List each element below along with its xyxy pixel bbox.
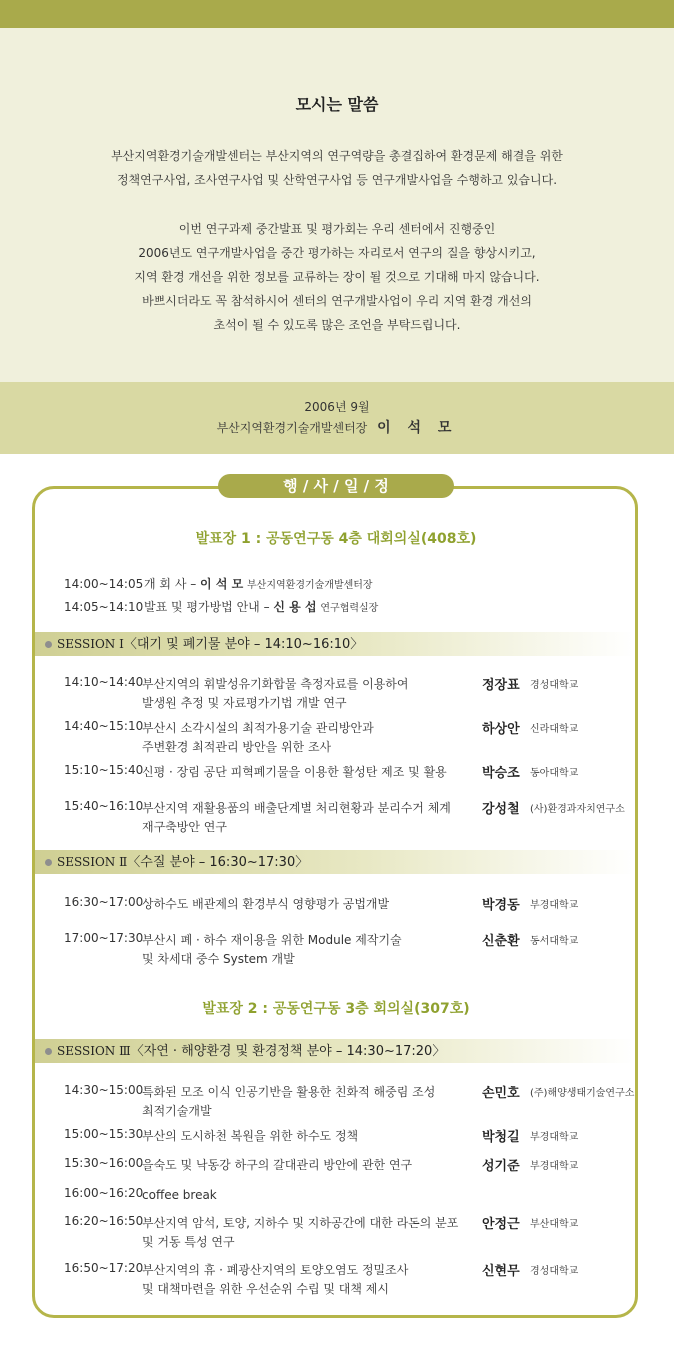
row-title-line: coffee break: [142, 1188, 217, 1202]
signature-block: [0, 382, 674, 454]
row-title: [142, 1214, 472, 1252]
presenter-name: 신현무: [482, 1264, 520, 1279]
opening-text: 발표 및 평가방법 안내 –: [144, 600, 274, 614]
row-title-line: 및 차세대 중수 System 개발: [142, 952, 295, 966]
presenter-name: 손민호: [482, 1086, 520, 1101]
presenter-org: 부산대학교: [530, 1219, 579, 1230]
session-1-header: [35, 632, 635, 656]
row-time: 14:30~15:00: [64, 1083, 144, 1097]
session-title: 〈대기 및 폐기물 분야 – 14:10~16:10〉: [123, 637, 364, 652]
opening-time: 14:00~14:05: [64, 577, 144, 591]
signature-org: 부산지역환경기술개발센터장: [216, 421, 368, 435]
venue-1-title: 발표장 1 : 공동연구동 4층 대회의실(408호): [195, 531, 477, 547]
row-title: [142, 763, 472, 782]
row-title-line: 신평 · 장림 공단 피혁폐기물을 이용한 활성탄 제조 및 활용: [142, 765, 447, 779]
row-title-line: 을숙도 및 낙동강 하구의 갈대관리 방안에 관한 연구: [142, 1158, 413, 1172]
row-title: [142, 719, 472, 757]
row-time: 15:30~16:00: [64, 1156, 144, 1170]
opening-time: 14:05~14:10: [64, 600, 144, 614]
session-label: SESSION Ⅱ: [57, 855, 128, 869]
row-title-line: 발생원 추정 및 자료평가기법 개발 연구: [142, 696, 347, 710]
bullet-icon: [45, 641, 52, 648]
row-title-line: 및 거동 특성 연구: [142, 1235, 235, 1249]
intro-line: 부산지역환경기술개발센터는 부산지역의 연구역량을 총결집하여 환경문제 해결을 위한: [111, 149, 563, 163]
session-label: SESSION Ⅰ: [57, 637, 124, 651]
row-title: [142, 799, 472, 837]
row-time: 16:50~17:20: [64, 1261, 144, 1275]
session-2-header: [35, 850, 635, 874]
row-title-line: 부산지역 암석, 토양, 지하수 및 지하공간에 대한 라돈의 분포: [142, 1216, 459, 1230]
session-3-header: [35, 1039, 635, 1063]
row-title: [142, 1261, 472, 1299]
row-title: [142, 1186, 472, 1205]
row-title: [142, 1156, 472, 1175]
presenter-org: 동아대학교: [530, 768, 579, 779]
row-time: 15:10~15:40: [64, 763, 144, 777]
presenter-org: 부경대학교: [530, 1161, 579, 1172]
presenter-org: (사)환경과자치연구소: [530, 804, 625, 815]
row-title-line: 주변환경 최적관리 방안을 위한 조사: [142, 740, 332, 754]
row-time: 16:30~17:00: [64, 895, 144, 909]
intro-line: 지역 환경 개선을 위한 정보를 교류하는 장이 될 것으로 기대해 마지 않습니다.: [134, 270, 540, 284]
presenter-name: 강성철: [482, 802, 520, 817]
invitation-heading: 모시는 말씀: [295, 95, 379, 114]
intro-line: 바쁘시더라도 꼭 참석하시어 센터의 연구개발사업이 우리 지역 환경 개선의: [142, 294, 532, 308]
row-title-line: 부산지역의 휘발성유기화합물 측정자료를 이용하여: [142, 677, 409, 691]
row-title-line: 부산지역의 휴 · 폐광산지역의 토양오염도 정밀조사: [142, 1263, 409, 1277]
presenter-name: 박경동: [482, 898, 520, 913]
row-title-line: 및 대책마련을 위한 우선순위 수립 및 대책 제시: [142, 1282, 389, 1296]
row-title: [142, 1083, 472, 1121]
row-time: 15:40~16:10: [64, 799, 144, 813]
session-label: SESSION Ⅲ: [57, 1044, 131, 1058]
presenter-org: 동서대학교: [530, 936, 579, 947]
presenter-name: 박청길: [482, 1130, 520, 1145]
presenter-org: (주)해양생태기술연구소: [530, 1088, 635, 1099]
signature-name: 이 석 모: [377, 420, 458, 436]
row-title-line: 최적기술개발: [142, 1104, 212, 1118]
row-time: 16:00~16:20: [64, 1186, 144, 1200]
opening-speaker-title: 부산지역환경기술개발센터장: [247, 580, 373, 591]
row-time: 14:40~15:10: [64, 719, 144, 733]
row-time: 15:00~15:30: [64, 1127, 144, 1141]
intro-line: 초석이 될 수 있도록 많은 조언을 부탁드립니다.: [213, 318, 461, 332]
presenter-org: 부경대학교: [530, 900, 579, 911]
presenter-org: 부경대학교: [530, 1132, 579, 1143]
presenter-org: 신라대학교: [530, 724, 579, 735]
row-title-line: 부산지역 재활용품의 배출단계별 처리현황과 분리수거 체계: [142, 801, 451, 815]
row-title-line: 재구축방안 연구: [142, 820, 227, 834]
signature-line: [0, 417, 674, 437]
presenter-org: 경성대학교: [530, 680, 579, 691]
schedule-tab-title: 행 / 사 / 일 / 정: [218, 474, 454, 498]
presenter-name: 박승조: [482, 766, 520, 781]
opening-speaker-title: 연구협력실장: [320, 603, 379, 614]
intro-paragraph-1: [0, 144, 674, 192]
opening-row: [64, 575, 373, 592]
row-title: [142, 1127, 472, 1146]
opening-text: 개 회 사 –: [144, 577, 201, 591]
bullet-icon: [45, 1048, 52, 1055]
intro-line: 정책연구사업, 조사연구사업 및 산학연구사업 등 연구개발사업을 수행하고 있습니다.: [116, 173, 558, 187]
opening-speaker: 이 석 모: [200, 577, 244, 591]
row-time: 14:10~14:40: [64, 675, 144, 689]
intro-line: 이번 연구과제 중간발표 및 평가회는 우리 센터에서 진행중인: [178, 222, 496, 236]
row-time: 16:20~16:50: [64, 1214, 144, 1228]
intro-line: 2006년도 연구개발사업을 중간 평가하는 자리로서 연구의 질을 향상시키고,: [138, 246, 536, 260]
row-title: [142, 931, 472, 969]
row-title: [142, 675, 472, 713]
venue-2-title: 발표장 2 : 공동연구동 3층 회의실(307호): [202, 1001, 470, 1017]
row-title-line: 특화된 모조 이식 인공기반을 활용한 친화적 해중림 조성: [142, 1085, 436, 1099]
intro-paragraph-2: [0, 217, 674, 337]
opening-speaker: 신 용 섭: [273, 600, 317, 614]
presenter-name: 안정근: [482, 1217, 520, 1232]
presenter-name: 신춘환: [482, 934, 520, 949]
row-title: [142, 895, 472, 914]
top-accent-bar: [0, 0, 674, 28]
session-title: 〈수질 분야 – 16:30~17:30〉: [127, 855, 309, 870]
row-title-line: 상하수도 배관제의 환경부식 영향평가 공법개발: [142, 897, 390, 911]
presenter-org: 경성대학교: [530, 1266, 579, 1277]
row-title-line: 부산시 소각시설의 최적가용기술 관리방안과: [142, 721, 374, 735]
presenter-name: 정장표: [482, 678, 520, 693]
signature-date: 2006년 9월: [304, 400, 370, 414]
row-title-line: 부산의 도시하천 복원을 위한 하수도 정책: [142, 1129, 359, 1143]
bullet-icon: [45, 859, 52, 866]
invitation-section: [0, 28, 674, 382]
session-title: 〈자연 · 해양환경 및 환경정책 분야 – 14:30~17:20〉: [130, 1044, 446, 1059]
presenter-name: 성기준: [482, 1159, 520, 1174]
row-time: 17:00~17:30: [64, 931, 144, 945]
opening-row: [64, 598, 378, 615]
presenter-name: 하상안: [482, 722, 520, 737]
row-title-line: 부산시 폐 · 하수 재이용을 위한 Module 제작기술: [142, 933, 402, 947]
